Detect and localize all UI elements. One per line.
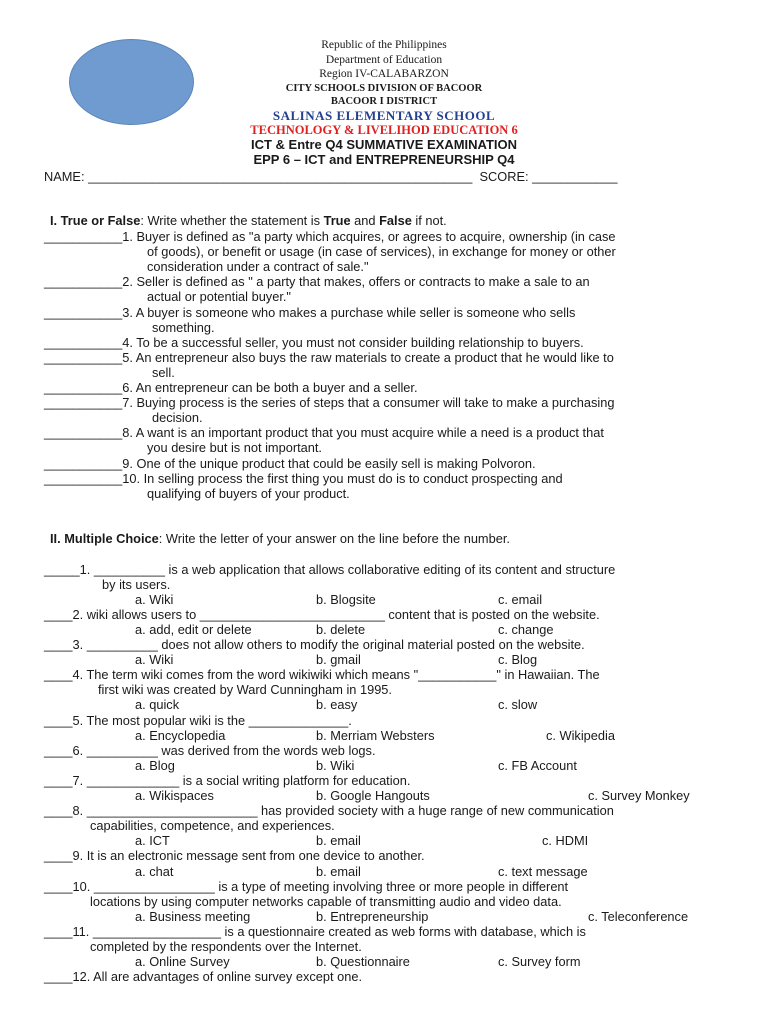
tf-line: ___________10. In selling process the first thing you must do is to conduct prospecting and [44,470,563,486]
mc-question: ____7. _____________ is a social writing platform for education. [44,772,411,788]
mc-question: ____12. All are advantages of online survey except one. [44,969,363,985]
header-department: Department of Education [325,54,443,66]
mc-option-b: b. Wiki [316,757,355,773]
mc-option-b: b. Google Hangouts [316,788,430,803]
mc-option-c: c. FB Account [498,757,577,773]
part1-title: I. True or False [50,213,141,228]
tf-line: ___________3. A buyer is someone who makes a purchase while seller is someone who sells [44,304,576,320]
mc-option-c: c. Wikipedia [546,727,615,743]
mc-option-b: b. Blogsite [316,591,376,607]
mc-question-cont: by its users. [102,576,171,592]
tf-line: you desire but is not important. [147,440,322,456]
tf-line: something. [152,319,215,335]
mc-option-c: c. change [498,621,554,637]
tf-line: of goods), or benefit or usage (in case of services), in exchange for money or other [147,244,616,260]
mc-option-c: c. slow [498,697,538,713]
mc-option-a: a. quick [135,697,180,713]
mc-option-b: b. Questionnaire [316,954,410,970]
part1-instruction: I. True or False: Write whether the statement is True and False if not. [50,213,447,228]
mc-option-c: c. Survey Monkey [588,788,690,803]
mc-option-c: c. HDMI [542,833,589,849]
mc-question-cont: first wiki was created by Ward Cunningham in 1995. [98,682,392,698]
mc-question: _____1. __________ is a web application that allows collaborative editing of its content and structure [44,561,616,577]
mc-question-cont: completed by the respondents over the Internet. [90,939,362,954]
mc-option-c: c. Teleconference [588,908,689,924]
mc-option-a: a. Blog [135,757,175,773]
header-district: BACOOR I DISTRICT [330,96,438,107]
mc-question: ____4. The term wiki comes from the word wikiwiki which means "___________" in Hawaiian. The [44,667,600,683]
mc-option-a: a. Wiki [135,652,174,668]
mc-option-c: c. Survey form [498,954,581,970]
mc-question: ____9. It is an electronic message sent from one device to another. [44,848,425,864]
header-school: SALINAS ELEMENTARY SCHOOL [272,108,496,123]
name-score-line: NAME: ______________________________________________________ SCORE: ____________ [44,169,618,184]
tf-line: consideration under a contract of sale." [147,259,369,275]
mc-option-b: b. email [316,863,361,879]
tf-line: ___________2. Seller is defined as " a party that makes, offers or contracts to make a sale to an [44,274,590,290]
header-division: CITY SCHOOLS DIVISION OF BACOOR [285,83,483,94]
mc-option-a: a. add, edit or delete [135,621,252,637]
mc-question-cont: locations by using computer networks capable of transmitting audio and video data. [90,893,562,909]
mc-question: ____6. __________ was derived from the words web logs. [44,742,376,758]
mc-option-c: c. Blog [498,652,538,668]
tf-line: ___________8. A want is an important product that you must acquire while a need is a product that [44,425,604,441]
part2-instruction: II. Multiple Choice: Write the letter of your answer on the line before the number. [50,531,510,546]
mc-question: ____10. _________________ is a type of meeting involving three or more people in different [44,878,569,894]
header-republic: Republic of the Philippines [321,39,447,51]
tf-line: ___________4. To be a successful seller, you must not consider building relationship to buyers. [44,334,584,350]
mc-option-a: a. Business meeting [135,908,251,924]
mc-question: ____8. ________________________ has provided society with a huge range of new communication [44,803,614,819]
mc-option-a: a. chat [135,863,174,879]
mc-question: ____5. The most popular wiki is the ______________. [44,712,352,728]
tf-line: ___________7. Buying process is the series of steps that a consumer will take to make a purchasing [44,395,615,411]
tf-line: actual or potential buyer." [147,289,291,305]
tf-line: ___________6. An entrepreneur can be both a buyer and a seller. [44,380,418,395]
mc-option-b: b. Merriam Websters [316,727,435,743]
mc-option-a: a. Encyclopedia [135,727,226,743]
mc-option-a: a. Wiki [135,591,174,607]
mc-question: ____2. wiki allows users to __________________________ content that is posted on the website. [44,606,600,622]
header-course: EPP 6 – ICT and ENTREPRENEURSHIP Q4 [253,152,515,167]
mc-option-b: b. delete [316,621,366,637]
mc-option-a: a. Online Survey [135,954,230,970]
mc-option-c: c. text message [498,863,588,879]
mc-option-c: c. email [498,591,543,607]
header-exam: ICT & Entre Q4 SUMMATIVE EXAMINATION [250,137,518,152]
mc-option-b: b. easy [316,697,358,713]
mc-option-b: b. Entrepreneurship [316,908,429,924]
part2-title: II. Multiple Choice [50,531,159,546]
mc-question: ____3. __________ does not allow others to modify the original material posted on the website. [44,637,585,652]
tf-line: ___________9. One of the unique product that could be easily sell is making Polvoron. [44,455,536,471]
mc-question: ____11. __________________ is a questionnaire created as web forms with database, which is [44,923,586,939]
tf-line: ___________1. Buyer is defined as "a party which acquires, or agrees to acquire, ownership (in case [44,229,616,244]
mc-question-cont: capabilities, competence, and experiences. [90,818,335,834]
tf-line: ___________5. An entrepreneur also buys the raw materials to create a product that he would like to [44,349,614,365]
tf-line: qualifying of buyers of your product. [147,485,350,501]
header-subject: TECHNOLOGY & LIVELIHOD EDUCATION 6 [250,123,518,137]
header-region: Region IV-CALABARZON [319,68,449,80]
tf-line: decision. [152,410,203,426]
mc-option-a: a. Wikispaces [135,788,214,803]
mc-option-a: a. ICT [135,833,170,849]
tf-line: sell. [152,364,175,380]
mc-option-b: b. email [316,833,361,849]
mc-option-b: b. gmail [316,652,361,668]
